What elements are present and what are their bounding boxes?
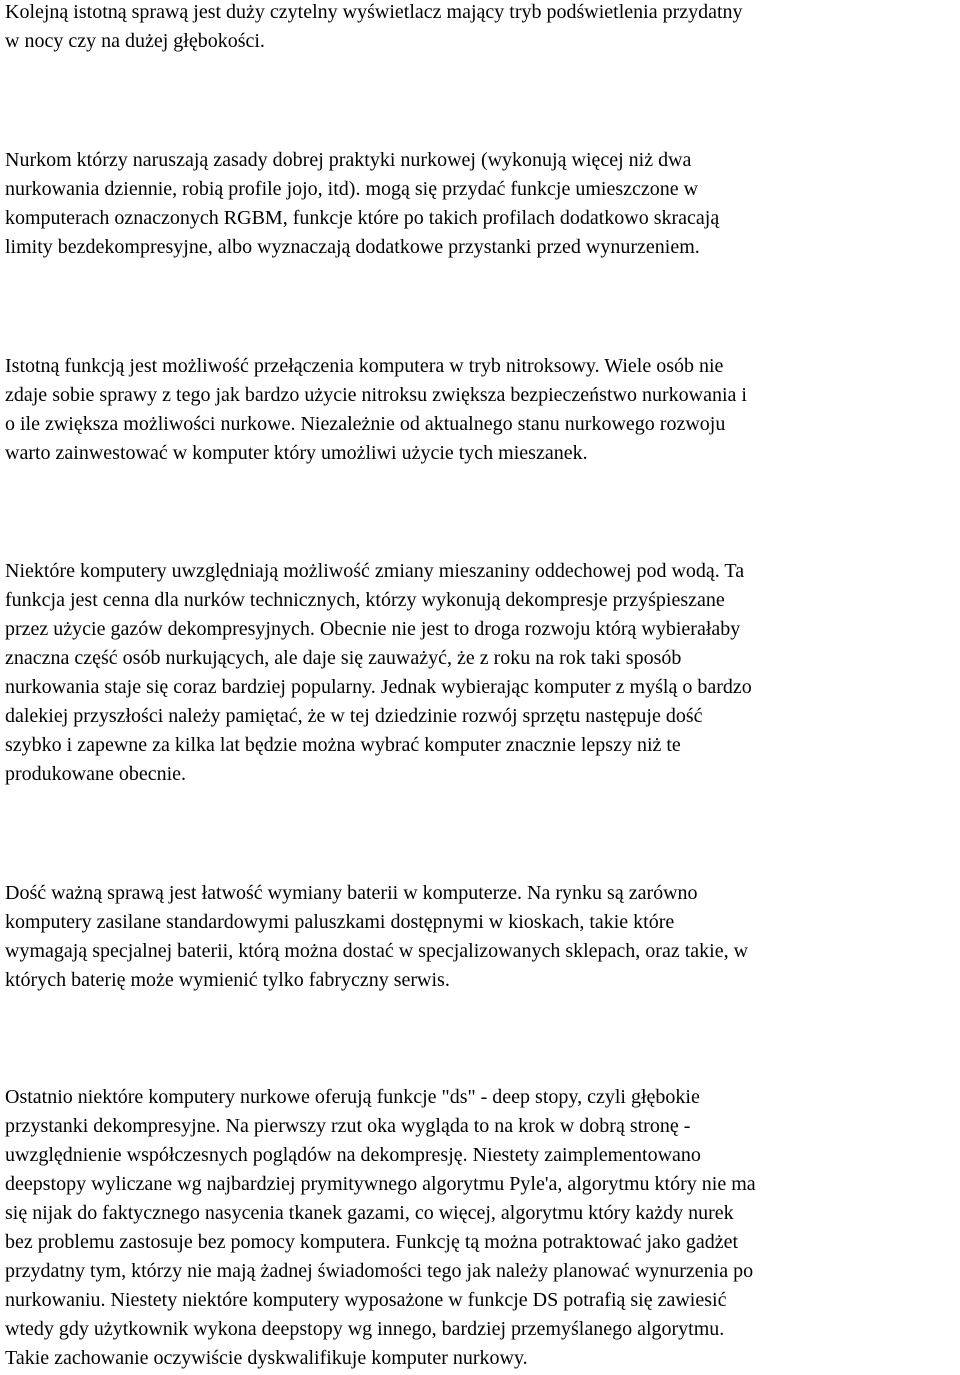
paragraph-rgbm: Nurkom którzy naruszają zasady dobrej praktyki nurkowej (wykonują więcej niż dwa nurkowania dziennie, robią profile jojo, itd). mogą się przydać funkcje umieszczone w komputerach oznaczonych RGBM, funkcje które po takich profilach dodatkowo skracają limity bezdekompresyjne, albo wyznaczają dodatkowe przystanki przed wynurzeniem. bbox=[5, 149, 720, 258]
paragraph-nitrox: Istotną funkcją jest możliwość przełączenia komputera w tryb nitroksowy. Wiele osób nie zdaje sobie sprawy z tego jak bardzo użycie nitroksu zwiększa bezpieczeństwo nurkowania i o ile zwiększa możliwości nurkowe. Niezależnie od aktualnego stanu nurkowego rozwoju warto zainwestować w komputer który umożliwi użycie tych mieszanek. bbox=[5, 355, 747, 464]
paragraph-gas-switch: Niektóre komputery uwzględniają możliwość zmiany mieszaniny oddechowej pod wodą. Ta funkcja jest cenna dla nurków technicznych, którzy wykonują dekompresje przyśpieszane przez użycie gazów dekompresyjnych. Obecnie nie jest to droga rozwoju którą wybierałaby znaczna część osób nurkujących, ale daje się zauważyć, że z roku na rok taki sposób nurkowania staje się coraz bardziej popularny. Jednak wybierając komputer z myślą o bardzo dalekiej przyszłości należy pamiętać, że w tej dziedzinie rozwój sprzętu następuje dość szybko i zapewne za kilka lat będzie można wybrać komputer znacznie lepszy niż te produkowane obecnie. bbox=[5, 560, 752, 785]
paragraph-display: Kolejną istotną sprawą jest duży czytelny wyświetlacz mający tryb podświetlenia przydatny w nocy czy na dużej głębokości. bbox=[5, 1, 743, 52]
paragraph-deep-stops: Ostatnio niektóre komputery nurkowe oferują funkcje "ds" - deep stopy, czyli głębokie przystanki dekompresyjne. Na pierwszy rzut oka wygląda to na krok w dobrą stronę - uwzględnienie współczesnych poglądów na dekompresję. Niestety zaimplementowano deepstopy wyliczane wg najbardziej prymitywnego algorytmu Pyle'a, algorytmu który nie ma się nijak do faktycznego nasycenia tkanek gazami, co więcej, algorytmu który każdy nurek bez problemu zastosuje bez pomocy komputera. Funkcję tą można potraktować jako gadżet przydatny tym, którzy nie mają żadnej świadomości tego jak należy planować wynurzenia po nurkowaniu. Niestety niektóre komputery wyposażone w funkcje DS potrafią się zawiesić wtedy gdy użytkownik wykona deepstopy wg innego, bardziej przemyślanego algorytmu. Takie zachowanie oczywiście dyskwalifikuje komputer nurkowy. bbox=[5, 1086, 756, 1369]
paragraph-battery: Dość ważną sprawą jest łatwość wymiany baterii w komputerze. Na rynku są zarówno komputery zasilane standardowymi paluszkami dostępnymi w kioskach, takie które wymagają specjalnej baterii, którą można dostać w specjalizowanych sklepach, oraz takie, w których baterię może wymienić tylko fabryczny serwis. bbox=[5, 882, 749, 991]
